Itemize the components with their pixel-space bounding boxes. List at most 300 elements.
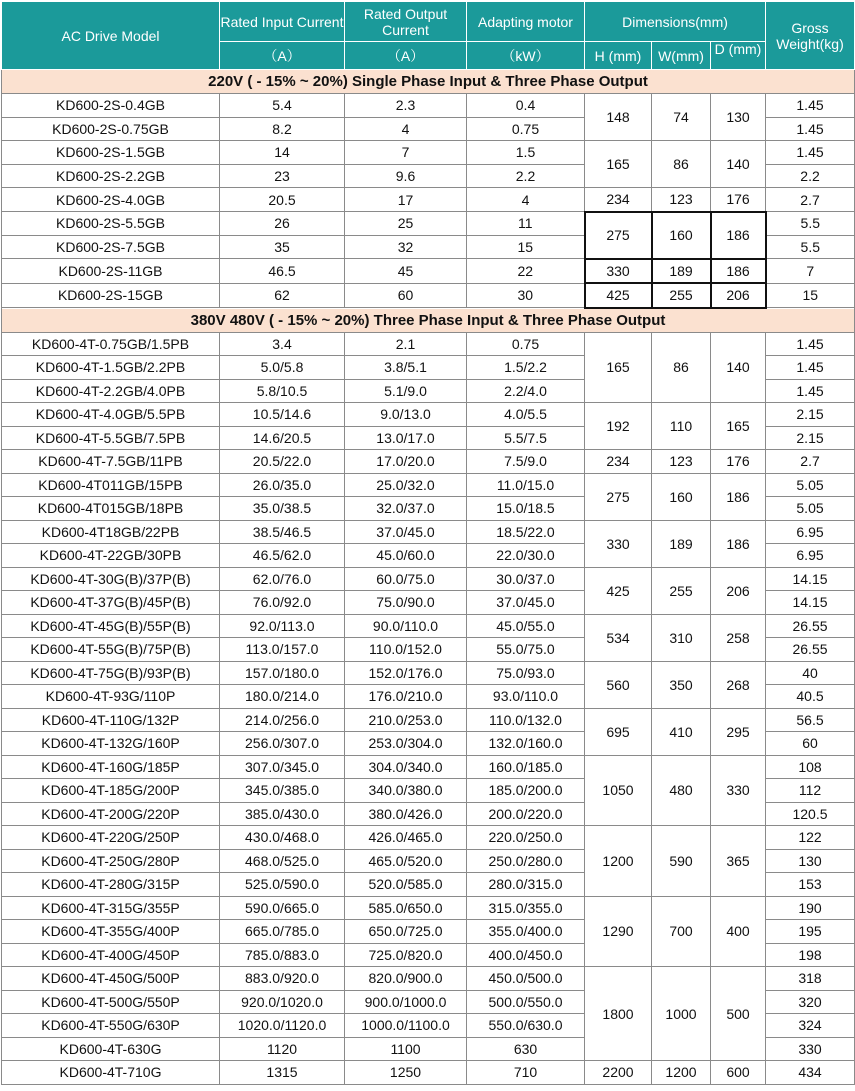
- model-cell: KD600-2S-2.2GB: [2, 164, 220, 188]
- motor-power-cell: 2.2/4.0: [467, 379, 585, 403]
- table-body: [2, 70, 855, 1085]
- input-current-cell: 345.0/385.0: [220, 779, 345, 803]
- header-input-current: Rated Input Current: [220, 2, 345, 42]
- input-current-cell: 35: [220, 235, 345, 259]
- output-current-cell: 725.0/820.0: [345, 943, 467, 967]
- motor-power-cell: 185.0/200.0: [467, 779, 585, 803]
- table-row: [2, 967, 855, 991]
- header-unit-input: （A）: [220, 42, 345, 70]
- weight-cell: 1.45: [766, 141, 855, 165]
- dimension-h-cell: 1800: [585, 967, 652, 1061]
- dimension-w-cell: 86: [652, 141, 711, 188]
- weight-cell: 56.5: [766, 708, 855, 732]
- output-current-cell: 9.0/13.0: [345, 403, 467, 427]
- model-cell: KD600-4T-315G/355P: [2, 896, 220, 920]
- motor-power-cell: 550.0/630.0: [467, 1014, 585, 1038]
- motor-power-cell: 630: [467, 1037, 585, 1061]
- model-cell: KD600-4T-400G/450P: [2, 943, 220, 967]
- input-current-cell: 665.0/785.0: [220, 920, 345, 944]
- output-current-cell: 2.1: [345, 332, 467, 356]
- dimension-h-cell: 534: [585, 614, 652, 661]
- input-current-cell: 76.0/92.0: [220, 591, 345, 615]
- weight-cell: 2.7: [766, 450, 855, 474]
- output-current-cell: 820.0/900.0: [345, 967, 467, 991]
- output-current-cell: 585.0/650.0: [345, 896, 467, 920]
- weight-cell: 60: [766, 732, 855, 756]
- weight-cell: 15: [766, 283, 855, 308]
- motor-power-cell: 250.0/280.0: [467, 849, 585, 873]
- table-row: [2, 403, 855, 427]
- weight-cell: 108: [766, 755, 855, 779]
- dimension-h-cell: 1200: [585, 826, 652, 897]
- dimension-d-cell: 186: [711, 212, 766, 259]
- motor-power-cell: 132.0/160.0: [467, 732, 585, 756]
- output-current-cell: 45: [345, 259, 467, 284]
- weight-cell: 324: [766, 1014, 855, 1038]
- weight-cell: 14.15: [766, 567, 855, 591]
- input-current-cell: 468.0/525.0: [220, 849, 345, 873]
- dimension-w-cell: 310: [652, 614, 711, 661]
- dimension-d-cell: 176: [711, 450, 766, 474]
- dimension-d-cell: 140: [711, 141, 766, 188]
- spec-table: [1, 1, 855, 1085]
- model-cell: KD600-4T-550G/630P: [2, 1014, 220, 1038]
- dimension-d-cell: 600: [711, 1061, 766, 1085]
- motor-power-cell: 4.0/5.5: [467, 403, 585, 427]
- dimension-w-cell: 410: [652, 708, 711, 755]
- weight-cell: 1.45: [766, 356, 855, 380]
- dimension-d-cell: 206: [711, 283, 766, 308]
- table-row: [2, 188, 855, 212]
- output-current-cell: 465.0/520.0: [345, 849, 467, 873]
- output-current-cell: 32: [345, 235, 467, 259]
- dimension-w-cell: 480: [652, 755, 711, 826]
- weight-cell: 195: [766, 920, 855, 944]
- output-current-cell: 340.0/380.0: [345, 779, 467, 803]
- weight-cell: 320: [766, 990, 855, 1014]
- dimension-h-cell: 148: [585, 94, 652, 141]
- input-current-cell: 430.0/468.0: [220, 826, 345, 850]
- dimension-d-cell: 165: [711, 403, 766, 450]
- table-header: [2, 2, 855, 70]
- motor-power-cell: 710: [467, 1061, 585, 1085]
- table-row: [2, 450, 855, 474]
- motor-power-cell: 160.0/185.0: [467, 755, 585, 779]
- input-current-cell: 3.4: [220, 332, 345, 356]
- output-current-cell: 253.0/304.0: [345, 732, 467, 756]
- motor-power-cell: 1.5: [467, 141, 585, 165]
- weight-cell: 6.95: [766, 544, 855, 568]
- motor-power-cell: 15: [467, 235, 585, 259]
- section-header-row: [2, 308, 855, 333]
- weight-cell: 2.15: [766, 426, 855, 450]
- motor-power-cell: 220.0/250.0: [467, 826, 585, 850]
- table-row: [2, 141, 855, 165]
- motor-power-cell: 200.0/220.0: [467, 802, 585, 826]
- model-cell: KD600-4T-500G/550P: [2, 990, 220, 1014]
- output-current-cell: 900.0/1000.0: [345, 990, 467, 1014]
- dimension-d-cell: 130: [711, 94, 766, 141]
- header-weight: Gross Weight(kg): [766, 2, 855, 70]
- motor-power-cell: 11.0/15.0: [467, 473, 585, 497]
- dimension-w-cell: 160: [652, 473, 711, 520]
- table-row: [2, 259, 855, 284]
- model-cell: KD600-4T015GB/18PB: [2, 497, 220, 521]
- output-current-cell: 13.0/17.0: [345, 426, 467, 450]
- output-current-cell: 650.0/725.0: [345, 920, 467, 944]
- output-current-cell: 520.0/585.0: [345, 873, 467, 897]
- table-row: [2, 826, 855, 850]
- model-cell: KD600-4T-280G/315P: [2, 873, 220, 897]
- model-cell: KD600-4T-22GB/30PB: [2, 544, 220, 568]
- output-current-cell: 1250: [345, 1061, 467, 1085]
- output-current-cell: 60.0/75.0: [345, 567, 467, 591]
- section-title: 380V 480V ( - 15% ~ 20%) Three Phase Input & Three Phase Output: [2, 308, 855, 333]
- dimension-w-cell: 1200: [652, 1061, 711, 1085]
- input-current-cell: 20.5: [220, 188, 345, 212]
- output-current-cell: 37.0/45.0: [345, 520, 467, 544]
- model-cell: KD600-4T-630G: [2, 1037, 220, 1061]
- header-unit-output: （A）: [345, 42, 467, 70]
- motor-power-cell: 280.0/315.0: [467, 873, 585, 897]
- weight-cell: 1.45: [766, 94, 855, 118]
- motor-power-cell: 5.5/7.5: [467, 426, 585, 450]
- input-current-cell: 157.0/180.0: [220, 661, 345, 685]
- output-current-cell: 2.3: [345, 94, 467, 118]
- header-model: AC Drive Model: [2, 2, 220, 70]
- input-current-cell: 5.0/5.8: [220, 356, 345, 380]
- model-cell: KD600-4T-185G/200P: [2, 779, 220, 803]
- header-motor: Adapting motor: [467, 2, 585, 42]
- output-current-cell: 90.0/110.0: [345, 614, 467, 638]
- input-current-cell: 5.8/10.5: [220, 379, 345, 403]
- dimension-h-cell: 234: [585, 450, 652, 474]
- dimension-w-cell: 74: [652, 94, 711, 141]
- dimension-h-cell: 165: [585, 332, 652, 403]
- dimension-d-cell: 258: [711, 614, 766, 661]
- input-current-cell: 113.0/157.0: [220, 638, 345, 662]
- dimension-w-cell: 350: [652, 661, 711, 708]
- input-current-cell: 92.0/113.0: [220, 614, 345, 638]
- motor-power-cell: 355.0/400.0: [467, 920, 585, 944]
- motor-power-cell: 45.0/55.0: [467, 614, 585, 638]
- weight-cell: 2.7: [766, 188, 855, 212]
- output-current-cell: 7: [345, 141, 467, 165]
- table-row: [2, 520, 855, 544]
- input-current-cell: 214.0/256.0: [220, 708, 345, 732]
- weight-cell: 5.5: [766, 235, 855, 259]
- motor-power-cell: 500.0/550.0: [467, 990, 585, 1014]
- output-current-cell: 25: [345, 212, 467, 236]
- section-header-row: [2, 70, 855, 94]
- dimension-h-cell: 2200: [585, 1061, 652, 1085]
- header-output-current: Rated Output Current: [345, 2, 467, 42]
- dimension-w-cell: 123: [652, 450, 711, 474]
- dimension-h-cell: 425: [585, 283, 652, 308]
- model-cell: KD600-2S-4.0GB: [2, 188, 220, 212]
- dimension-w-cell: 189: [652, 259, 711, 284]
- input-current-cell: 62.0/76.0: [220, 567, 345, 591]
- input-current-cell: 14: [220, 141, 345, 165]
- model-cell: KD600-2S-15GB: [2, 283, 220, 308]
- dimension-d-cell: 140: [711, 332, 766, 403]
- input-current-cell: 307.0/345.0: [220, 755, 345, 779]
- input-current-cell: 14.6/20.5: [220, 426, 345, 450]
- dimension-d-cell: 400: [711, 896, 766, 967]
- input-current-cell: 525.0/590.0: [220, 873, 345, 897]
- weight-cell: 130: [766, 849, 855, 873]
- dimension-h-cell: 165: [585, 141, 652, 188]
- dimension-d-cell: 268: [711, 661, 766, 708]
- input-current-cell: 1120: [220, 1037, 345, 1061]
- dimension-d-cell: 186: [711, 520, 766, 567]
- output-current-cell: 32.0/37.0: [345, 497, 467, 521]
- output-current-cell: 152.0/176.0: [345, 661, 467, 685]
- table-row: [2, 755, 855, 779]
- output-current-cell: 3.8/5.1: [345, 356, 467, 380]
- motor-power-cell: 11: [467, 212, 585, 236]
- input-current-cell: 46.5: [220, 259, 345, 284]
- dimension-h-cell: 192: [585, 403, 652, 450]
- dimension-h-cell: 695: [585, 708, 652, 755]
- model-cell: KD600-2S-0.75GB: [2, 117, 220, 141]
- model-cell: KD600-2S-7.5GB: [2, 235, 220, 259]
- model-cell: KD600-4T-2.2GB/4.0PB: [2, 379, 220, 403]
- model-cell: KD600-4T-1.5GB/2.2PB: [2, 356, 220, 380]
- output-current-cell: 110.0/152.0: [345, 638, 467, 662]
- model-cell: KD600-4T-5.5GB/7.5PB: [2, 426, 220, 450]
- output-current-cell: 60: [345, 283, 467, 308]
- weight-cell: 1.45: [766, 379, 855, 403]
- dimension-d-cell: 176: [711, 188, 766, 212]
- input-current-cell: 26: [220, 212, 345, 236]
- input-current-cell: 20.5/22.0: [220, 450, 345, 474]
- weight-cell: 434: [766, 1061, 855, 1085]
- output-current-cell: 1000.0/1100.0: [345, 1014, 467, 1038]
- weight-cell: 2.15: [766, 403, 855, 427]
- dimension-w-cell: 590: [652, 826, 711, 897]
- weight-cell: 5.05: [766, 497, 855, 521]
- input-current-cell: 920.0/1020.0: [220, 990, 345, 1014]
- dimension-w-cell: 160: [652, 212, 711, 259]
- weight-cell: 330: [766, 1037, 855, 1061]
- dimension-h-cell: 560: [585, 661, 652, 708]
- dimension-h-cell: 1290: [585, 896, 652, 967]
- input-current-cell: 385.0/430.0: [220, 802, 345, 826]
- table-row: [2, 896, 855, 920]
- model-cell: KD600-4T-93G/110P: [2, 685, 220, 709]
- input-current-cell: 1020.0/1120.0: [220, 1014, 345, 1038]
- weight-cell: 153: [766, 873, 855, 897]
- weight-cell: 2.2: [766, 164, 855, 188]
- dimension-d-cell: 206: [711, 567, 766, 614]
- output-current-cell: 4: [345, 117, 467, 141]
- motor-power-cell: 93.0/110.0: [467, 685, 585, 709]
- motor-power-cell: 7.5/9.0: [467, 450, 585, 474]
- dimension-d-cell: 186: [711, 259, 766, 284]
- dimension-d-cell: 500: [711, 967, 766, 1061]
- motor-power-cell: 22.0/30.0: [467, 544, 585, 568]
- motor-power-cell: 15.0/18.5: [467, 497, 585, 521]
- output-current-cell: 176.0/210.0: [345, 685, 467, 709]
- output-current-cell: 25.0/32.0: [345, 473, 467, 497]
- motor-power-cell: 1.5/2.2: [467, 356, 585, 380]
- model-cell: KD600-4T-710G: [2, 1061, 220, 1085]
- output-current-cell: 17.0/20.0: [345, 450, 467, 474]
- input-current-cell: 1315: [220, 1061, 345, 1085]
- output-current-cell: 380.0/426.0: [345, 802, 467, 826]
- input-current-cell: 46.5/62.0: [220, 544, 345, 568]
- table-row: [2, 283, 855, 308]
- motor-power-cell: 2.2: [467, 164, 585, 188]
- motor-power-cell: 37.0/45.0: [467, 591, 585, 615]
- motor-power-cell: 110.0/132.0: [467, 708, 585, 732]
- motor-power-cell: 55.0/75.0: [467, 638, 585, 662]
- model-cell: KD600-4T-45G(B)/55P(B): [2, 614, 220, 638]
- motor-power-cell: 0.75: [467, 117, 585, 141]
- input-current-cell: 23: [220, 164, 345, 188]
- output-current-cell: 45.0/60.0: [345, 544, 467, 568]
- motor-power-cell: 400.0/450.0: [467, 943, 585, 967]
- motor-power-cell: 18.5/22.0: [467, 520, 585, 544]
- motor-power-cell: 4: [467, 188, 585, 212]
- header-h: H (mm): [585, 42, 652, 70]
- motor-power-cell: 315.0/355.0: [467, 896, 585, 920]
- header-dimensions: Dimensions(mm): [585, 2, 766, 42]
- model-cell: KD600-4T-7.5GB/11PB: [2, 450, 220, 474]
- table-row: [2, 614, 855, 638]
- motor-power-cell: 0.4: [467, 94, 585, 118]
- dimension-w-cell: 700: [652, 896, 711, 967]
- output-current-cell: 17: [345, 188, 467, 212]
- section-title: 220V ( - 15% ~ 20%) Single Phase Input & Three Phase Output: [2, 70, 855, 94]
- input-current-cell: 590.0/665.0: [220, 896, 345, 920]
- weight-cell: 318: [766, 967, 855, 991]
- motor-power-cell: 30: [467, 283, 585, 308]
- model-cell: KD600-2S-1.5GB: [2, 141, 220, 165]
- input-current-cell: 5.4: [220, 94, 345, 118]
- motor-power-cell: 75.0/93.0: [467, 661, 585, 685]
- header-unit-motor: （kW）: [467, 42, 585, 70]
- input-current-cell: 8.2: [220, 117, 345, 141]
- dimension-h-cell: 275: [585, 473, 652, 520]
- model-cell: KD600-4T-110G/132P: [2, 708, 220, 732]
- dimension-w-cell: 189: [652, 520, 711, 567]
- dimension-w-cell: 123: [652, 188, 711, 212]
- model-cell: KD600-4T-355G/400P: [2, 920, 220, 944]
- weight-cell: 112: [766, 779, 855, 803]
- table-row: [2, 332, 855, 356]
- input-current-cell: 35.0/38.5: [220, 497, 345, 521]
- weight-cell: 5.5: [766, 212, 855, 236]
- model-cell: KD600-4T-0.75GB/1.5PB: [2, 332, 220, 356]
- input-current-cell: 883.0/920.0: [220, 967, 345, 991]
- table-row: [2, 94, 855, 118]
- motor-power-cell: 0.75: [467, 332, 585, 356]
- table-row: [2, 567, 855, 591]
- dimension-w-cell: 86: [652, 332, 711, 403]
- input-current-cell: 26.0/35.0: [220, 473, 345, 497]
- weight-cell: 26.55: [766, 614, 855, 638]
- dimension-w-cell: 255: [652, 567, 711, 614]
- dimension-d-cell: 186: [711, 473, 766, 520]
- input-current-cell: 10.5/14.6: [220, 403, 345, 427]
- table-row: [2, 1061, 855, 1085]
- model-cell: KD600-4T-55G(B)/75P(B): [2, 638, 220, 662]
- dimension-h-cell: 275: [585, 212, 652, 259]
- model-cell: KD600-4T18GB/22PB: [2, 520, 220, 544]
- output-current-cell: 426.0/465.0: [345, 826, 467, 850]
- weight-cell: 190: [766, 896, 855, 920]
- dimension-d-cell: 330: [711, 755, 766, 826]
- model-cell: KD600-4T-450G/500P: [2, 967, 220, 991]
- input-current-cell: 180.0/214.0: [220, 685, 345, 709]
- output-current-cell: 1100: [345, 1037, 467, 1061]
- weight-cell: 26.55: [766, 638, 855, 662]
- input-current-cell: 62: [220, 283, 345, 308]
- model-cell: KD600-4T-200G/220P: [2, 802, 220, 826]
- output-current-cell: 5.1/9.0: [345, 379, 467, 403]
- weight-cell: 14.15: [766, 591, 855, 615]
- weight-cell: 122: [766, 826, 855, 850]
- model-cell: KD600-2S-5.5GB: [2, 212, 220, 236]
- table-row: [2, 661, 855, 685]
- dimension-d-cell: 295: [711, 708, 766, 755]
- output-current-cell: 75.0/90.0: [345, 591, 467, 615]
- weight-cell: 6.95: [766, 520, 855, 544]
- input-current-cell: 38.5/46.5: [220, 520, 345, 544]
- model-cell: KD600-4T011GB/15PB: [2, 473, 220, 497]
- model-cell: KD600-2S-11GB: [2, 259, 220, 284]
- model-cell: KD600-2S-0.4GB: [2, 94, 220, 118]
- weight-cell: 1.45: [766, 332, 855, 356]
- dimension-h-cell: 425: [585, 567, 652, 614]
- weight-cell: 40.5: [766, 685, 855, 709]
- table-row: [2, 212, 855, 236]
- weight-cell: 5.05: [766, 473, 855, 497]
- output-current-cell: 304.0/340.0: [345, 755, 467, 779]
- dimension-w-cell: 1000: [652, 967, 711, 1061]
- model-cell: KD600-4T-4.0GB/5.5PB: [2, 403, 220, 427]
- motor-power-cell: 450.0/500.0: [467, 967, 585, 991]
- dimension-w-cell: 110: [652, 403, 711, 450]
- table-row: [2, 473, 855, 497]
- weight-cell: 7: [766, 259, 855, 284]
- output-current-cell: 210.0/253.0: [345, 708, 467, 732]
- input-current-cell: 256.0/307.0: [220, 732, 345, 756]
- input-current-cell: 785.0/883.0: [220, 943, 345, 967]
- weight-cell: 198: [766, 943, 855, 967]
- motor-power-cell: 30.0/37.0: [467, 567, 585, 591]
- model-cell: KD600-4T-160G/185P: [2, 755, 220, 779]
- dimension-w-cell: 255: [652, 283, 711, 308]
- model-cell: KD600-4T-250G/280P: [2, 849, 220, 873]
- dimension-h-cell: 1050: [585, 755, 652, 826]
- dimension-h-cell: 330: [585, 259, 652, 284]
- header-w: W(mm): [652, 42, 711, 70]
- weight-cell: 40: [766, 661, 855, 685]
- model-cell: KD600-4T-220G/250P: [2, 826, 220, 850]
- model-cell: KD600-4T-37G(B)/45P(B): [2, 591, 220, 615]
- dimension-h-cell: 234: [585, 188, 652, 212]
- dimension-d-cell: 365: [711, 826, 766, 897]
- header-d: D (mm): [711, 42, 766, 70]
- weight-cell: 120.5: [766, 802, 855, 826]
- output-current-cell: 9.6: [345, 164, 467, 188]
- model-cell: KD600-4T-30G(B)/37P(B): [2, 567, 220, 591]
- model-cell: KD600-4T-75G(B)/93P(B): [2, 661, 220, 685]
- dimension-h-cell: 330: [585, 520, 652, 567]
